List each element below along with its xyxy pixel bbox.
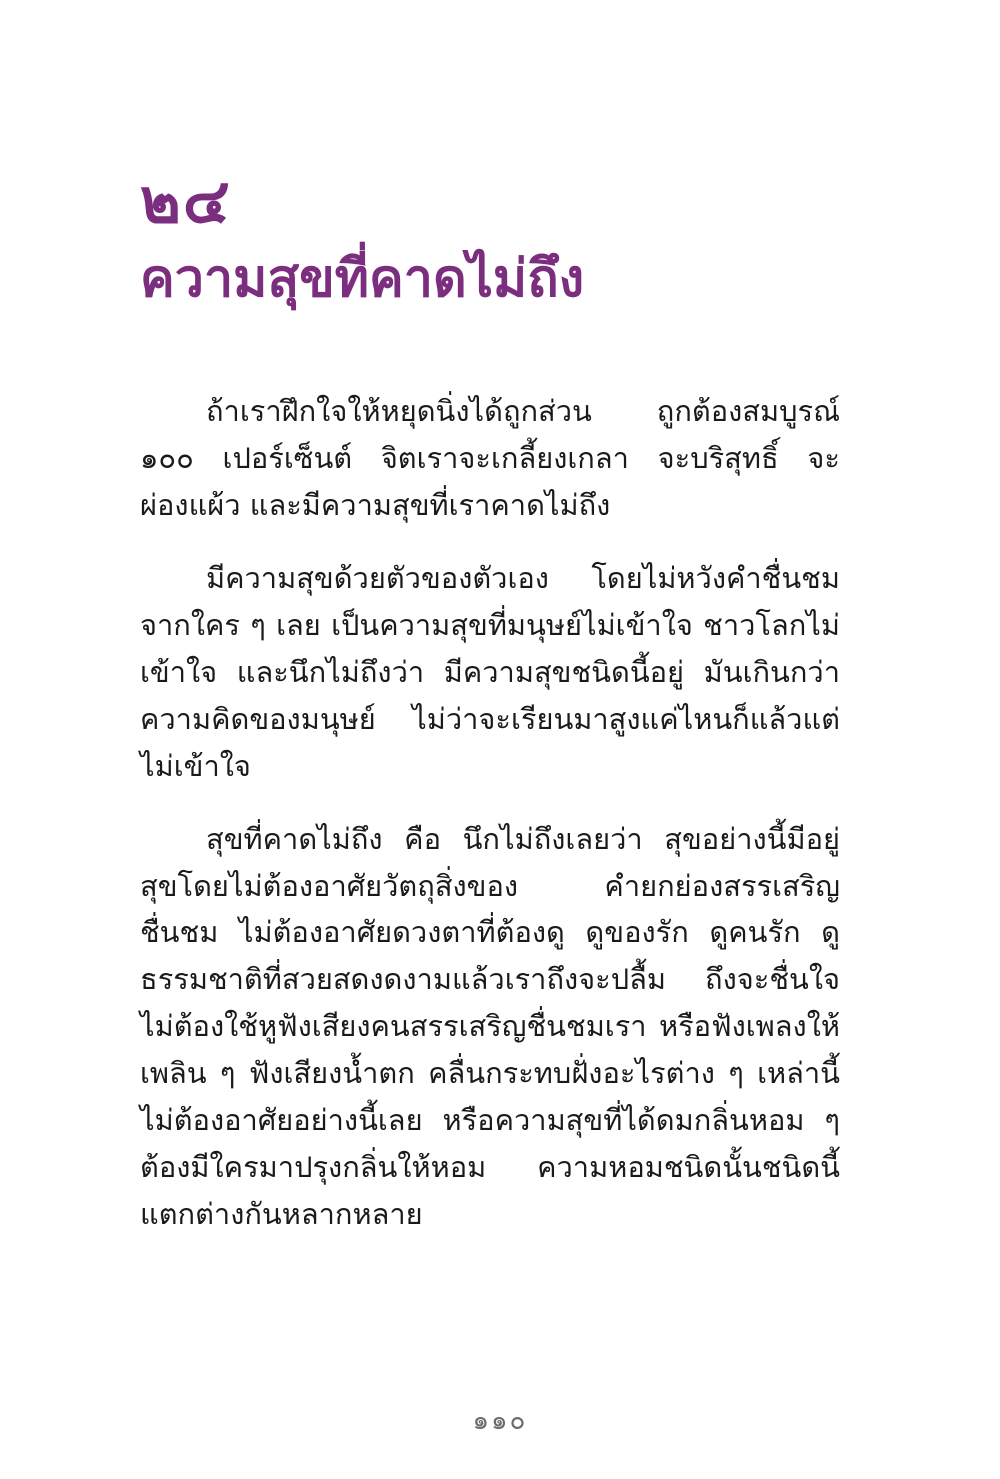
page-number: ๑๑๐ (472, 1406, 528, 1436)
chapter-title: ความสุขที่คาดไม่ถึง (140, 249, 585, 309)
body-text (140, 388, 840, 1238)
chapter-number: ๒๔ (140, 164, 232, 237)
page-content (140, 0, 840, 1238)
paragraph: มีความสุขด้วยตัวของตัวเอง โดยไม่หวังคำชื่นชมจากใคร ๆ เลย เป็นความสุขที่มนุษย์ไม่เข้าใจ ชาวโลกไม่เข้าใจ และนึกไม่ถึงว่า มีความสุขชนิดนี้อยู่ มันเกินกว่าความคิดของมนุษย์ ไม่ว่าจะเรียนมาสูงแค่ไหนก็แล้วแต่ ไม่เข้าใจ (140, 560, 840, 783)
paragraph: ถ้าเราฝึกใจให้หยุดนิ่งได้ถูกส่วน ถูกต้องสมบูรณ์ ๑๐๐ เปอร์เซ็นต์ จิตเราจะเกลี้ยงเกลา จะบริสุทธิ์ จะผ่องแผ้ว และมีความสุขที่เราคาดไม่ถึง (140, 393, 840, 522)
paragraph: สุขที่คาดไม่ถึง คือ นึกไม่ถึงเลยว่า สุขอย่างนี้มีอยู่ สุขโดยไม่ต้องอาศัยวัตถุสิ่งของ คำยกย่องสรรเสริญ ชื่นชม ไม่ต้องอาศัยดวงตาที่ต้องดู ดูของรัก ดูคนรัก ดูธรรมชาติที่สวยสดงดงามแล้วเราถึงจะปลื้ม ถึงจะชื่นใจ ไม่ต้องใช้หูฟังเสียงคนสรรเสริญชื่นชมเรา หรือฟังเพลงให้เพลิน ๆ ฟังเสียงน้ำตก คลื่นกระทบฝั่งอะไรต่าง ๆ เหล่านี้ ไม่ต้องอาศัยอย่างนี้เลย หรือความสุขที่ได้ดมกลิ่นหอม ๆ ต้องมีใครมาปรุงกลิ่นให้หอม ความหอมชนิดนั้นชนิดนี้แตกต่างกันหลากหลาย (140, 821, 840, 1232)
